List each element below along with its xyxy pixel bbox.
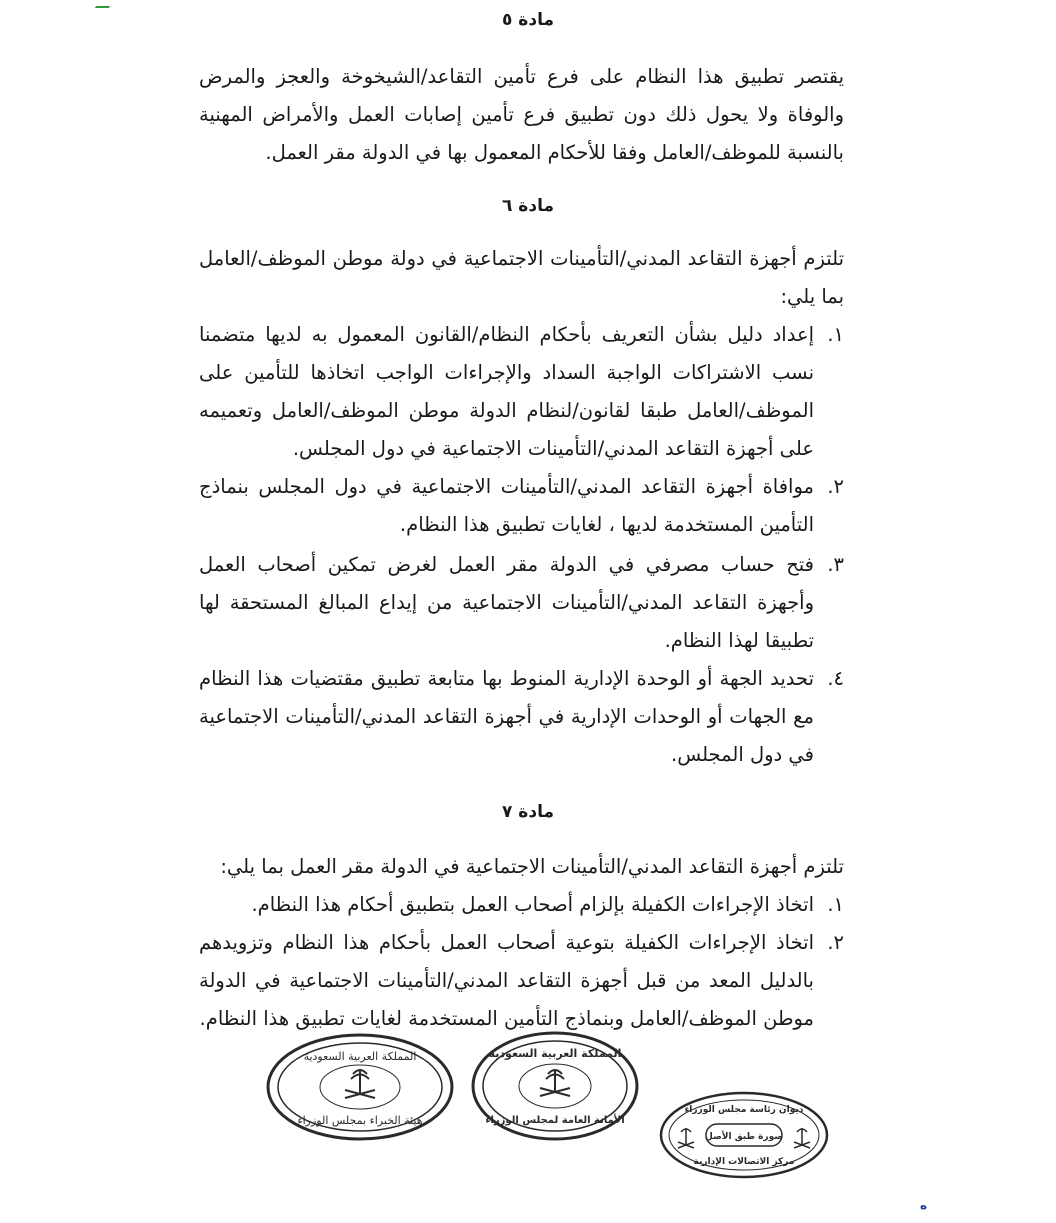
article-7-heading: مادة ٧	[502, 802, 554, 822]
article-6-item-3	[199, 546, 844, 660]
svg-text:صورة طبق الأصل: صورة طبق الأصل	[705, 1132, 783, 1142]
page-number: ه	[920, 1198, 928, 1212]
item-text: فتح حساب مصرفي في الدولة مقر العمل لغرض تمكين أصحاب العمل وأجهزة التقاعد المدني/التأمينات الاجتماعية من إيداع المبالغ المستحقة لها تطبيقا لهذا النظام.	[199, 553, 814, 652]
article-6-item-1	[199, 316, 844, 468]
item-text: موافاة أجهزة التقاعد المدني/التأمينات الاجتماعية في دول المجلس بنماذج التأمين المستخدمة لديها ، لغايات تطبيق هذا النظام.	[199, 475, 814, 536]
article-6-heading: مادة ٦	[502, 196, 554, 216]
article-5-heading: مادة ٥	[502, 10, 554, 30]
svg-text:المملكة العربية السعودية: المملكة العربية السعودية	[488, 1047, 622, 1060]
item-text: اتخاذ الإجراءات الكفيلة بإلزام أصحاب العمل بتطبيق أحكام هذا النظام.	[251, 893, 814, 916]
seal-council-secretariat	[470, 1030, 640, 1142]
svg-text:الأمانة العامة لمجلس الوزراء: الأمانة العامة لمجلس الوزراء	[485, 1115, 625, 1126]
article-7-item-2	[199, 924, 844, 1038]
item-number: ٣.	[827, 553, 844, 576]
item-text: تحديد الجهة أو الوحدة الإدارية المنوط بها متابعة تطبيق مقتضيات هذا النظام مع الجهات أو الوحدات الإدارية في أجهزة التقاعد المدني/التأمينات الاجتماعية في دول المجلس.	[199, 667, 814, 766]
corner-mark	[95, 0, 116, 8]
item-number: ١.	[827, 893, 844, 916]
seal-experts-commission	[265, 1032, 455, 1142]
svg-text:المملكة العربية السعودية: المملكة العربية السعودية	[303, 1050, 417, 1063]
article-5-text: يقتصر تطبيق هذا النظام على فرع تأمين التقاعد/الشيخوخة والعجز والمرض والوفاة ولا يحول ذلك دون تطبيق فرع تأمين إصابات العمل والأمراض المهنية بالنسبة للموظف/العامل وفقا للأحكام المعمول بها في الدولة مقر العمل.	[199, 65, 844, 164]
article-7-item-1	[199, 886, 844, 924]
item-number: ٢.	[827, 931, 844, 954]
article-6-item-2	[199, 468, 844, 544]
article-7-intro: تلتزم أجهزة التقاعد المدني/التأمينات الاجتماعية في الدولة مقر العمل بما يلي:	[220, 855, 844, 878]
svg-text:ديوان رئاسة مجلس الوزراء: ديوان رئاسة مجلس الوزراء	[684, 1105, 804, 1115]
item-number: ١.	[827, 323, 844, 346]
item-number: ٢.	[827, 475, 844, 498]
item-text: إعداد دليل بشأن التعريف بأحكام النظام/القانون المعمول به لديها متضمنا نسب الاشتراكات الواجبة السداد والإجراءات الواجب اتخاذها للتأمين على الموظف/العامل طبقا لقانون/لنظام الدولة موطن الموظف/العامل وتعميمه على أجهزة التقاعد المدني/التأمينات الاجتماعية في دول المجلس.	[199, 323, 814, 460]
seal-true-copy-stamp	[658, 1090, 830, 1180]
article-6-item-4	[199, 660, 844, 774]
item-text: اتخاذ الإجراءات الكفيلة بتوعية أصحاب العمل بأحكام هذا النظام وتزويدهم بالدليل المعد من قبل أجهزة التقاعد المدني/التأمينات الاجتماعية في الدولة موطن الموظف/العامل وبنماذج التأمين المستخدمة لغايات تطبيق هذا النظام.	[199, 931, 814, 1030]
svg-text:هيئة الخبراء بمجلس الوزراء: هيئة الخبراء بمجلس الوزراء	[297, 1114, 423, 1127]
item-number: ٤.	[827, 667, 844, 690]
article-6-intro: تلتزم أجهزة التقاعد المدني/التأمينات الاجتماعية في دولة موطن الموظف/العامل بما يلي:	[199, 247, 844, 308]
svg-text:مركز الاتصالات الإدارية: مركز الاتصالات الإدارية	[693, 1157, 795, 1167]
